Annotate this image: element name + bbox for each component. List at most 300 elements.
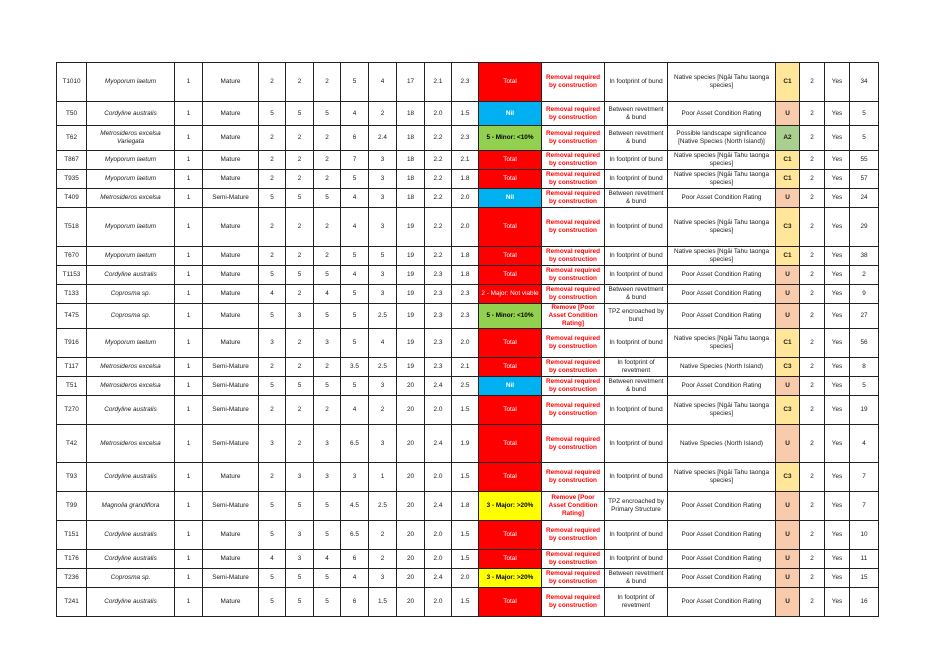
value-cell: 2.0: [452, 329, 479, 358]
value-cell: 2.0: [425, 521, 452, 550]
score-cell: 18: [397, 126, 425, 151]
score-cell: 3: [286, 463, 314, 492]
location-cell: In footprint of bund: [605, 521, 668, 550]
species-cell: Cordyline australis: [87, 266, 175, 285]
quantity-cell: 1: [175, 425, 203, 463]
recommendation-cell: Removal required by construction: [542, 208, 605, 247]
score-cell: 5: [314, 588, 341, 617]
value-cell: 2: [800, 329, 825, 358]
score-cell: 5: [314, 266, 341, 285]
age-class-cell: Mature: [203, 588, 259, 617]
recommendation-cell: Removal required by construction: [542, 102, 605, 126]
value-cell: 2.4: [425, 377, 452, 396]
species-cell: Coprosma sp.: [87, 569, 175, 588]
score-cell: 2: [259, 396, 286, 425]
impact-cell: Total: [479, 208, 542, 247]
value-cell: 2.0: [425, 396, 452, 425]
score-cell: 20: [397, 396, 425, 425]
value-cell: 2.5: [452, 377, 479, 396]
score-cell: 5: [259, 102, 286, 126]
score-cell: 2: [286, 151, 314, 170]
species-cell: Myoporum laetum: [87, 208, 175, 247]
score-cell: 4: [259, 550, 286, 569]
classification-cell: C1: [776, 170, 800, 189]
age-class-cell: Mature: [203, 247, 259, 266]
number-cell: 8: [850, 358, 879, 377]
score-cell: 5: [286, 377, 314, 396]
impact-cell: Total: [479, 358, 542, 377]
height-cell: 4: [341, 569, 369, 588]
score-cell: 5: [259, 266, 286, 285]
height-cell: 5: [341, 329, 369, 358]
number-cell: 57: [850, 170, 879, 189]
impact-cell: 2 - Major: Not viable: [479, 285, 542, 304]
score-cell: 5: [259, 521, 286, 550]
classification-cell: U: [776, 304, 800, 329]
table-row: [57, 304, 879, 329]
value-cell: 2.0: [425, 550, 452, 569]
score-cell: 19: [397, 358, 425, 377]
value-cell: 1.8: [452, 266, 479, 285]
value-cell: 2.3: [452, 285, 479, 304]
notes-cell: Native species [Ngāi Tahu taonga species]: [668, 463, 776, 492]
number-cell: 5: [850, 377, 879, 396]
yes-cell: Yes: [825, 425, 850, 463]
score-cell: 2: [314, 396, 341, 425]
score-cell: 20: [397, 425, 425, 463]
value-cell: 2.4: [425, 492, 452, 521]
notes-cell: Native species [Ngāi Tahu taonga species]: [668, 151, 776, 170]
notes-cell: Poor Asset Condition Rating: [668, 285, 776, 304]
score-cell: 5: [314, 569, 341, 588]
yes-cell: Yes: [825, 285, 850, 304]
score-cell: 3: [286, 304, 314, 329]
number-cell: 15: [850, 569, 879, 588]
score-cell: 2: [314, 63, 341, 102]
value-cell: 2.3: [425, 266, 452, 285]
table-row: [57, 377, 879, 396]
age-class-cell: Mature: [203, 266, 259, 285]
table-row: [57, 463, 879, 492]
location-cell: Between revetment & bund: [605, 102, 668, 126]
recommendation-cell: Removal required by construction: [542, 396, 605, 425]
species-cell: Myoporum laetum: [87, 170, 175, 189]
score-cell: 2: [314, 170, 341, 189]
score-cell: 4: [314, 550, 341, 569]
quantity-cell: 1: [175, 396, 203, 425]
location-cell: In footprint of bund: [605, 396, 668, 425]
table-row: [57, 151, 879, 170]
height-cell: 6.5: [341, 521, 369, 550]
score-cell: 5: [314, 521, 341, 550]
spread-cell: 2: [369, 102, 397, 126]
impact-cell: Total: [479, 151, 542, 170]
value-cell: 2: [800, 358, 825, 377]
score-cell: 2: [286, 396, 314, 425]
score-cell: 2: [286, 425, 314, 463]
table-row: [57, 63, 879, 102]
classification-cell: A2: [776, 126, 800, 151]
height-cell: 3: [341, 463, 369, 492]
notes-cell: Native species [Ngāi Tahu taonga species]: [668, 170, 776, 189]
quantity-cell: 1: [175, 151, 203, 170]
classification-cell: C3: [776, 208, 800, 247]
value-cell: 2.2: [425, 189, 452, 208]
score-cell: 20: [397, 588, 425, 617]
classification-cell: U: [776, 285, 800, 304]
age-class-cell: Mature: [203, 102, 259, 126]
number-cell: 27: [850, 304, 879, 329]
table-row: [57, 569, 879, 588]
value-cell: 2.0: [425, 463, 452, 492]
score-cell: 2: [286, 247, 314, 266]
score-cell: 19: [397, 304, 425, 329]
quantity-cell: 1: [175, 521, 203, 550]
age-class-cell: Mature: [203, 285, 259, 304]
species-cell: Coprosma sp.: [87, 285, 175, 304]
value-cell: 2: [800, 588, 825, 617]
height-cell: 4: [341, 102, 369, 126]
score-cell: 20: [397, 463, 425, 492]
recommendation-cell: Removal required by construction: [542, 550, 605, 569]
score-cell: 20: [397, 550, 425, 569]
recommendation-cell: Removal required by construction: [542, 63, 605, 102]
quantity-cell: 1: [175, 329, 203, 358]
score-cell: 3: [286, 550, 314, 569]
classification-cell: U: [776, 521, 800, 550]
height-cell: 6: [341, 550, 369, 569]
location-cell: In footprint of bund: [605, 208, 668, 247]
value-cell: 2.0: [452, 208, 479, 247]
spread-cell: 4: [369, 329, 397, 358]
number-cell: 56: [850, 329, 879, 358]
quantity-cell: 1: [175, 266, 203, 285]
score-cell: 19: [397, 285, 425, 304]
score-cell: 2: [286, 170, 314, 189]
yes-cell: Yes: [825, 396, 850, 425]
tree-id-cell: T151: [57, 521, 87, 550]
impact-cell: Total: [479, 396, 542, 425]
tree-id-cell: T93: [57, 463, 87, 492]
score-cell: 18: [397, 170, 425, 189]
value-cell: 2: [800, 189, 825, 208]
impact-cell: Nil: [479, 377, 542, 396]
score-cell: 3: [259, 329, 286, 358]
value-cell: 2: [800, 492, 825, 521]
location-cell: In footprint of bund: [605, 425, 668, 463]
classification-cell: U: [776, 550, 800, 569]
table-row: [57, 329, 879, 358]
age-class-cell: Mature: [203, 329, 259, 358]
quantity-cell: 1: [175, 102, 203, 126]
value-cell: 2: [800, 266, 825, 285]
value-cell: 2.2: [425, 126, 452, 151]
height-cell: 4: [341, 208, 369, 247]
spread-cell: 3: [369, 569, 397, 588]
classification-cell: U: [776, 569, 800, 588]
impact-cell: Total: [479, 588, 542, 617]
notes-cell: Poor Asset Condition Rating: [668, 492, 776, 521]
score-cell: 17: [397, 63, 425, 102]
yes-cell: Yes: [825, 189, 850, 208]
location-cell: In footprint of revetment: [605, 588, 668, 617]
value-cell: 1.9: [452, 425, 479, 463]
recommendation-cell: Removal required by construction: [542, 126, 605, 151]
score-cell: 18: [397, 151, 425, 170]
number-cell: 55: [850, 151, 879, 170]
species-cell: Metrosideros excelsa Variegata: [87, 126, 175, 151]
value-cell: 2: [800, 425, 825, 463]
notes-cell: Native species [Ngāi Tahu taonga species]: [668, 208, 776, 247]
species-cell: Metrosideros excelsa: [87, 358, 175, 377]
value-cell: 2: [800, 247, 825, 266]
yes-cell: Yes: [825, 569, 850, 588]
table-row: [57, 358, 879, 377]
species-cell: Coprosma sp.: [87, 304, 175, 329]
score-cell: 2: [314, 208, 341, 247]
tree-id-cell: T1153: [57, 266, 87, 285]
value-cell: 2: [800, 285, 825, 304]
spread-cell: 3: [369, 425, 397, 463]
quantity-cell: 1: [175, 285, 203, 304]
score-cell: 2: [259, 247, 286, 266]
species-cell: Cordyline australis: [87, 396, 175, 425]
height-cell: 6: [341, 588, 369, 617]
quantity-cell: 1: [175, 358, 203, 377]
score-cell: 2: [286, 358, 314, 377]
tree-id-cell: T867: [57, 151, 87, 170]
recommendation-cell: Removal required by construction: [542, 521, 605, 550]
spread-cell: 3: [369, 189, 397, 208]
score-cell: 5: [286, 102, 314, 126]
score-cell: 5: [314, 492, 341, 521]
tree-id-cell: T99: [57, 492, 87, 521]
value-cell: 2.2: [425, 170, 452, 189]
score-cell: 2: [314, 151, 341, 170]
tree-id-cell: T475: [57, 304, 87, 329]
score-cell: 3: [314, 463, 341, 492]
score-cell: 5: [286, 266, 314, 285]
spread-cell: 2.5: [369, 492, 397, 521]
classification-cell: U: [776, 102, 800, 126]
classification-cell: U: [776, 377, 800, 396]
location-cell: In footprint of bund: [605, 550, 668, 569]
score-cell: 5: [259, 569, 286, 588]
value-cell: 1.5: [452, 463, 479, 492]
classification-cell: U: [776, 266, 800, 285]
value-cell: 2.2: [425, 208, 452, 247]
height-cell: 6: [341, 126, 369, 151]
value-cell: 2.2: [425, 247, 452, 266]
quantity-cell: 1: [175, 569, 203, 588]
score-cell: 2: [259, 358, 286, 377]
yes-cell: Yes: [825, 170, 850, 189]
recommendation-cell: Removal required by construction: [542, 377, 605, 396]
spread-cell: 4: [369, 63, 397, 102]
recommendation-cell: Removal required by construction: [542, 425, 605, 463]
number-cell: 2: [850, 266, 879, 285]
yes-cell: Yes: [825, 102, 850, 126]
classification-cell: U: [776, 189, 800, 208]
impact-cell: Nil: [479, 102, 542, 126]
recommendation-cell: Removal required by construction: [542, 588, 605, 617]
location-cell: Between revetment & bund: [605, 377, 668, 396]
value-cell: 2.3: [425, 358, 452, 377]
value-cell: 2.1: [452, 151, 479, 170]
score-cell: 5: [286, 588, 314, 617]
age-class-cell: Mature: [203, 304, 259, 329]
notes-cell: Native species [Ngāi Tahu taonga species]: [668, 247, 776, 266]
height-cell: 4: [341, 189, 369, 208]
tree-id-cell: T62: [57, 126, 87, 151]
yes-cell: Yes: [825, 266, 850, 285]
table-row: [57, 521, 879, 550]
quantity-cell: 1: [175, 304, 203, 329]
impact-cell: Nil: [479, 189, 542, 208]
value-cell: 2: [800, 396, 825, 425]
classification-cell: C1: [776, 329, 800, 358]
notes-cell: Native species [Ngāi Tahu taonga species]: [668, 329, 776, 358]
value-cell: 2: [800, 208, 825, 247]
age-class-cell: Mature: [203, 463, 259, 492]
notes-cell: Poor Asset Condition Rating: [668, 102, 776, 126]
quantity-cell: 1: [175, 63, 203, 102]
spread-cell: 2: [369, 521, 397, 550]
recommendation-cell: Removal required by construction: [542, 189, 605, 208]
value-cell: 2: [800, 170, 825, 189]
yes-cell: Yes: [825, 463, 850, 492]
score-cell: 5: [286, 569, 314, 588]
quantity-cell: 1: [175, 247, 203, 266]
height-cell: 5: [341, 170, 369, 189]
value-cell: 2: [800, 463, 825, 492]
number-cell: 7: [850, 463, 879, 492]
height-cell: 5: [341, 247, 369, 266]
number-cell: 9: [850, 285, 879, 304]
quantity-cell: 1: [175, 550, 203, 569]
species-cell: Myoporum laetum: [87, 247, 175, 266]
tree-id-cell: T409: [57, 189, 87, 208]
score-cell: 2: [286, 63, 314, 102]
tree-id-cell: T916: [57, 329, 87, 358]
species-cell: Cordyline australis: [87, 521, 175, 550]
location-cell: In footprint of bund: [605, 247, 668, 266]
value-cell: 2.0: [452, 189, 479, 208]
table-row: [57, 266, 879, 285]
age-class-cell: Semi-Mature: [203, 377, 259, 396]
value-cell: 2.3: [452, 126, 479, 151]
table-row: [57, 208, 879, 247]
number-cell: 5: [850, 126, 879, 151]
score-cell: 5: [259, 304, 286, 329]
number-cell: 24: [850, 189, 879, 208]
impact-cell: Total: [479, 266, 542, 285]
score-cell: 2: [314, 126, 341, 151]
score-cell: 3: [259, 425, 286, 463]
impact-cell: 5 - Minor: <10%: [479, 304, 542, 329]
quantity-cell: 1: [175, 463, 203, 492]
age-class-cell: Mature: [203, 521, 259, 550]
score-cell: 5: [259, 189, 286, 208]
value-cell: 2.3: [425, 329, 452, 358]
age-class-cell: Mature: [203, 151, 259, 170]
recommendation-cell: Remove [Poor Asset Condition Rating]: [542, 304, 605, 329]
location-cell: Between revetment & bund: [605, 189, 668, 208]
location-cell: In footprint of bund: [605, 63, 668, 102]
score-cell: 4: [259, 285, 286, 304]
impact-cell: Total: [479, 550, 542, 569]
yes-cell: Yes: [825, 329, 850, 358]
spread-cell: 5: [369, 247, 397, 266]
tree-id-cell: T670: [57, 247, 87, 266]
recommendation-cell: Removal required by construction: [542, 266, 605, 285]
score-cell: 3: [314, 425, 341, 463]
value-cell: 2.3: [425, 304, 452, 329]
score-cell: 2: [259, 151, 286, 170]
location-cell: In footprint of revetment: [605, 358, 668, 377]
location-cell: Between revetment & bund: [605, 569, 668, 588]
classification-cell: C1: [776, 63, 800, 102]
table-row: [57, 102, 879, 126]
recommendation-cell: Removal required by construction: [542, 170, 605, 189]
recommendation-cell: Remove [Poor Asset Condition Rating]: [542, 492, 605, 521]
quantity-cell: 1: [175, 492, 203, 521]
notes-cell: Native Species (North Island): [668, 425, 776, 463]
impact-cell: Total: [479, 247, 542, 266]
spread-cell: 3: [369, 377, 397, 396]
score-cell: 2: [259, 463, 286, 492]
location-cell: Between revetment & bund: [605, 285, 668, 304]
notes-cell: Poor Asset Condition Rating: [668, 588, 776, 617]
value-cell: 2: [800, 304, 825, 329]
location-cell: In footprint of bund: [605, 170, 668, 189]
score-cell: 19: [397, 247, 425, 266]
number-cell: 10: [850, 521, 879, 550]
impact-cell: Total: [479, 463, 542, 492]
value-cell: 1.5: [452, 102, 479, 126]
value-cell: 2.4: [425, 425, 452, 463]
species-cell: Cordyline australis: [87, 588, 175, 617]
classification-cell: U: [776, 425, 800, 463]
recommendation-cell: Removal required by construction: [542, 151, 605, 170]
tree-id-cell: T50: [57, 102, 87, 126]
height-cell: 7: [341, 151, 369, 170]
species-cell: Metrosideros excelsa: [87, 189, 175, 208]
spread-cell: 1: [369, 463, 397, 492]
impact-cell: 3 - Major: >20%: [479, 492, 542, 521]
species-cell: Cordyline australis: [87, 550, 175, 569]
quantity-cell: 1: [175, 170, 203, 189]
notes-cell: Poor Asset Condition Rating: [668, 266, 776, 285]
yes-cell: Yes: [825, 304, 850, 329]
score-cell: 5: [259, 377, 286, 396]
yes-cell: Yes: [825, 208, 850, 247]
score-cell: 20: [397, 521, 425, 550]
value-cell: 2.0: [452, 569, 479, 588]
number-cell: 29: [850, 208, 879, 247]
number-cell: 19: [850, 396, 879, 425]
value-cell: 1.5: [452, 396, 479, 425]
score-cell: 2: [314, 247, 341, 266]
impact-cell: 5 - Minor: <10%: [479, 126, 542, 151]
value-cell: 2.0: [425, 588, 452, 617]
classification-cell: C3: [776, 358, 800, 377]
location-cell: In footprint of bund: [605, 151, 668, 170]
classification-cell: U: [776, 588, 800, 617]
impact-cell: 3 - Major: >20%: [479, 569, 542, 588]
table-row: [57, 285, 879, 304]
score-cell: 19: [397, 266, 425, 285]
